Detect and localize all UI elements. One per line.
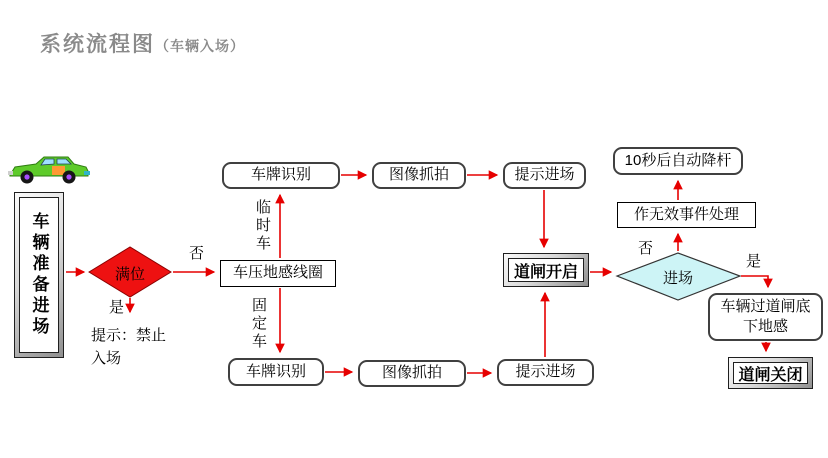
node-prompt-entry-bottom: 提示进场 [497,359,594,386]
car-icon [8,150,90,193]
node-prompt-entry-top: 提示进场 [503,162,586,189]
label-fixed-car: 固定车 [250,297,267,351]
node-image-capture-top: 图像抓拍 [372,162,466,189]
label-no-full: 否 [189,245,205,262]
node-gate-open-label: 道闸开启 [508,258,584,282]
node-plate-recognition-top: 车牌识别 [222,162,340,189]
label-yes-enter: 是 [746,253,762,270]
node-plate-recognition-bottom: 车牌识别 [228,358,324,386]
node-image-capture-bottom: 图像抓拍 [358,360,466,387]
node-gate-close [728,357,813,389]
label-yes-full: 是 [109,299,125,316]
node-pass-under-sensor: 车辆过道闸底下地感 [708,293,823,341]
page-title-main: 系统流程图 [40,33,155,56]
label-no-enter: 否 [638,240,654,257]
label-temp-car: 临时车 [254,199,271,253]
node-gate-open [503,253,589,287]
node-vehicle-ready [14,192,64,358]
page-subtitle: （车辆入场） [155,38,245,54]
node-auto-drop-rod: 10秒后自动降杆 [613,147,743,175]
node-deny-entry: 提示：禁止入场 [83,318,187,378]
decision-enter-label: 进场 [662,270,693,287]
decision-full-label: 满位 [114,266,145,283]
node-gate-close-label: 道闸关闭 [733,362,808,384]
node-invalid-event: 作无效事件处理 [617,202,756,228]
node-ground-coil: 车压地感线圈 [220,260,336,287]
node-vehicle-ready-label: 车辆准备进场 [29,212,49,338]
